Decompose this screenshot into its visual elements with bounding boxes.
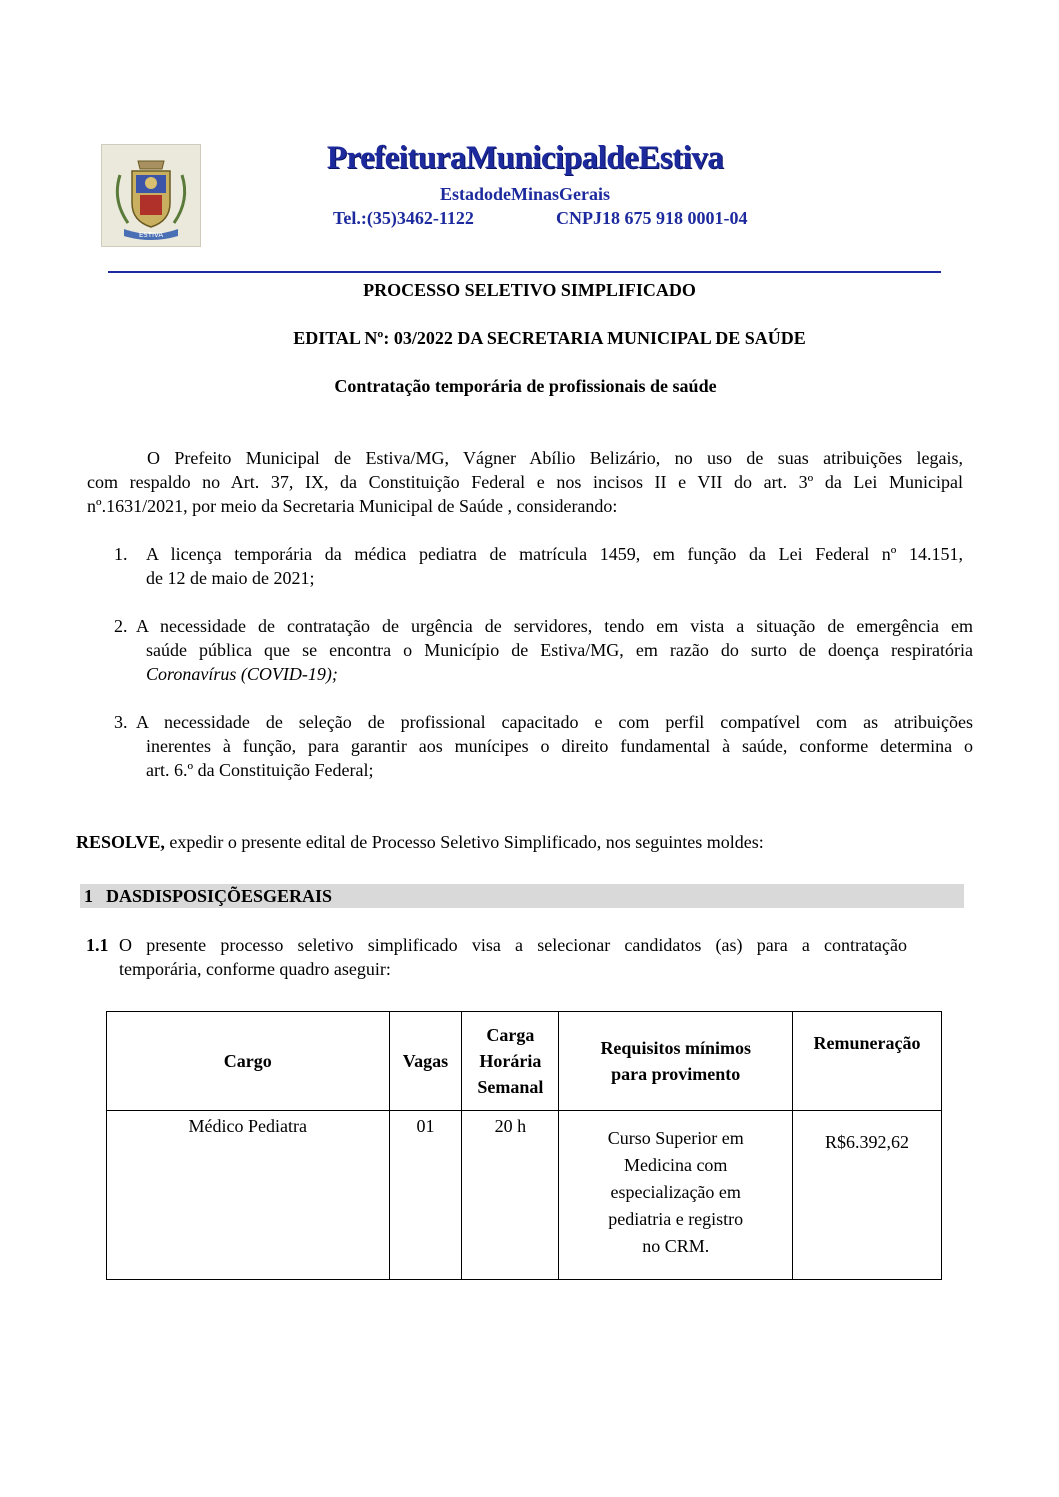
intro-line: O Prefeito Municipal de Estiva/MG, Vágner Abílio Belizário, no uso de suas atribuições legais,	[147, 448, 963, 468]
col-header-remuneracao: Remuneração	[793, 1012, 942, 1111]
edital-title: EDITAL Nº: 03/2022 DA SECRETARIA MUNICIPAL DE SAÚDE	[293, 328, 806, 348]
header-line: para provimento	[611, 1064, 741, 1084]
item-line: A necessidade de contratação de urgência de servidores, tendo em vista a situação de emergência em	[136, 616, 973, 636]
positions-table	[106, 1011, 942, 1280]
requisito-line: Curso Superior em	[607, 1128, 744, 1148]
phone-number: Tel.:(35)3462-1122	[333, 208, 474, 228]
item-line: inerentes à função, para garantir aos munícipes o direito fundamental à saúde, conforme determina o	[146, 736, 973, 756]
cell-carga: 20 h	[462, 1111, 559, 1280]
col-header-vagas: Vagas	[389, 1012, 462, 1111]
item-line: A necessidade de seleção de profissional capacitado e com perfil compatível com as atribuições	[136, 712, 973, 732]
resolve-keyword: RESOLVE,	[76, 832, 165, 852]
cell-remuneracao: R$6.392,62	[793, 1111, 942, 1280]
considerando-item	[136, 614, 973, 638]
cell-requisitos	[559, 1111, 793, 1280]
table-header-row	[107, 1012, 942, 1111]
requisito-line: especialização em	[610, 1182, 741, 1202]
header-line: Requisitos mínimos	[600, 1038, 751, 1058]
header-line: Semanal	[477, 1077, 544, 1097]
section-number: 1	[84, 886, 93, 906]
clause-line: O presente processo seletivo simplificado visa a selecionar candidatos (as) para a contratação	[119, 935, 907, 955]
item-line-italic: Coronavírus (COVID-19);	[146, 664, 338, 684]
municipality-title: PrefeituraMunicipaldeEstiva	[326, 140, 724, 176]
clause-number: 1.1	[86, 935, 109, 955]
process-title: PROCESSO SELETIVO SIMPLIFICADO	[363, 280, 696, 300]
clause-text	[119, 933, 907, 981]
considerando-item	[146, 542, 963, 590]
resolve-paragraph	[76, 830, 976, 854]
intro-paragraph	[87, 446, 963, 518]
crest-ribbon-text: ESTIVA	[138, 231, 164, 239]
cell-vagas: 01	[389, 1111, 462, 1280]
cell-cargo: Médico Pediatra	[107, 1111, 390, 1280]
state-name: EstadodeMinasGerais	[439, 184, 610, 204]
intro-line: nº.1631/2021, por meio da Secretaria Municipal de Saúde , considerando:	[87, 496, 618, 516]
section-title: DASDISPOSIÇÕESGERAIS	[106, 886, 333, 906]
considerando-item	[136, 710, 973, 734]
header-line: Carga	[486, 1025, 535, 1045]
requisito-line: pediatria e registro	[608, 1209, 744, 1229]
col-header-carga	[462, 1012, 559, 1111]
header-line: Horária	[479, 1051, 542, 1071]
item-line: art. 6.º da Constituição Federal;	[146, 760, 374, 780]
edital-subject: Contratação temporária de profissionais de saúde	[334, 376, 717, 396]
considerando-item-cont	[146, 734, 973, 782]
item-number: 3.	[114, 712, 128, 732]
item-number: 2.	[114, 616, 128, 636]
requisito-line: Medicina com	[623, 1155, 728, 1175]
item-number: 1.	[114, 544, 128, 564]
section-heading	[80, 884, 964, 908]
col-header-requisitos	[559, 1012, 793, 1111]
cnpj-number: CNPJ18 675 918 0001-04	[556, 208, 748, 228]
intro-line: com respaldo no Art. 37, IX, da Constituição Federal e nos incisos II e VII do art. 3º da Lei Municipal	[87, 472, 963, 492]
item-line: saúde pública que se encontra o Município de Estiva/MG, em razão do surto de doença respiratória	[146, 640, 973, 660]
clause-line: temporária, conforme quadro aseguir:	[119, 959, 391, 979]
requisito-line: no CRM.	[642, 1236, 710, 1256]
considerando-item-cont	[146, 638, 973, 686]
col-header-cargo: Cargo	[107, 1012, 390, 1111]
resolve-text: expedir o presente edital de Processo Seletivo Simplificado, nos seguintes moldes:	[164, 832, 764, 852]
coat-of-arms-icon	[102, 145, 200, 246]
table-row	[107, 1111, 942, 1280]
item-line: A licença temporária da médica pediatra de matrícula 1459, em função da Lei Federal nº 14.151,	[146, 544, 963, 564]
header-divider	[108, 271, 941, 273]
municipal-crest	[101, 144, 201, 247]
item-line: de 12 de maio de 2021;	[146, 568, 315, 588]
